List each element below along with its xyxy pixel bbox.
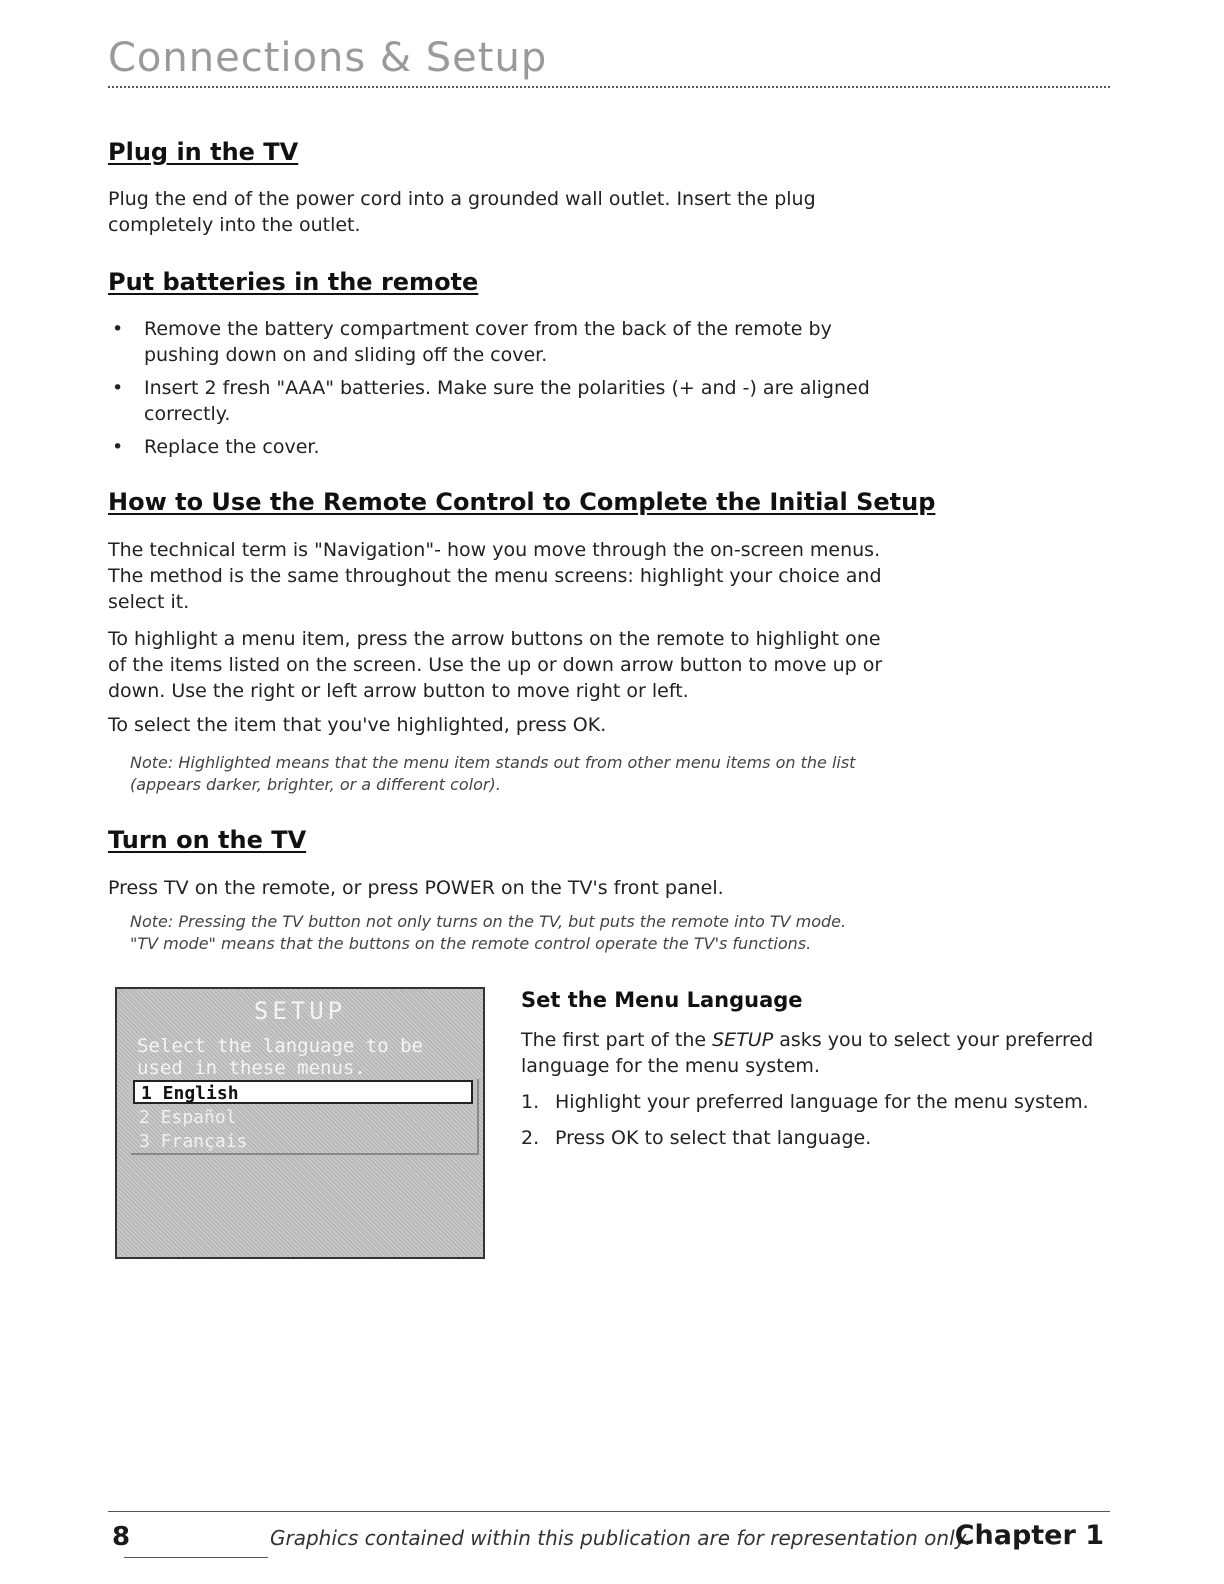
tv-option-english[interactable]: 1 English <box>133 1080 473 1104</box>
bullet-icon: • <box>112 318 124 340</box>
heading-remote-control: How to Use the Remote Control to Complete the Initial Setup <box>108 488 936 516</box>
page-number: 8 <box>112 1522 131 1552</box>
tv-option-espanol[interactable]: 2 Español <box>139 1107 237 1128</box>
header-divider <box>108 86 1110 88</box>
step-number: 2. <box>521 1127 540 1149</box>
navigation-paragraph: The technical term is "Navigation"- how you move through the on-screen menus. The method is the same throughout the menu screens: highlight your choice and select it. <box>108 539 882 613</box>
menu-language-intro <box>521 1027 1101 1079</box>
list-item <box>521 1089 1101 1115</box>
footer-disclaimer: Graphics contained within this publication are for representation only. <box>270 1526 972 1550</box>
turn-on-text: Press TV on the remote, or press POWER on the TV's front panel. <box>108 877 724 899</box>
tv-setup-screen <box>115 987 485 1259</box>
page-header <box>108 30 1110 88</box>
step-text: Highlight your preferred language for the menu system. <box>555 1091 1089 1113</box>
menu-language-steps <box>521 1089 1101 1161</box>
plug-in-text: Plug the end of the power cord into a grounded wall outlet. Insert the plug completely into the outlet. <box>108 188 816 236</box>
page-title: Connections & Setup <box>108 35 548 81</box>
list-item <box>521 1125 1101 1151</box>
heading-turn-on: Turn on the TV <box>108 826 307 854</box>
footer-divider <box>108 1511 1110 1512</box>
highlight-note: Note: Highlighted means that the menu item stands out from other menu items on the list (appears darker, brighter, or a different color). <box>130 753 856 794</box>
heading-batteries: Put batteries in the remote <box>108 268 479 296</box>
list-item <box>108 434 898 460</box>
tv-screen-title: SETUP <box>253 997 347 1025</box>
chapter-label: Chapter 1 <box>954 1520 1104 1551</box>
setup-emphasis: SETUP <box>712 1029 774 1051</box>
highlight-paragraph: To highlight a menu item, press the arrow buttons on the remote to highlight one of the items listed on the screen. Use the up or down arrow button to move up or down. Use the right or left arrow button to move right or left. <box>108 628 883 702</box>
tv-option-francais[interactable]: 3 Français <box>139 1131 248 1152</box>
step-text: Press OK to select that language. <box>555 1127 872 1149</box>
list-item-text: Remove the battery compartment cover from the back of the remote by pushing down on and sliding off the cover. <box>144 318 832 366</box>
step-number: 1. <box>521 1091 540 1113</box>
list-item-text: Replace the cover. <box>144 436 320 458</box>
battery-steps <box>108 316 898 467</box>
tv-mode-note: Note: Pressing the TV button not only turns on the TV, but puts the remote into TV mode. "TV mode" means that the buttons on the remote control operate the TV's functions. <box>130 912 847 953</box>
list-item <box>108 375 898 427</box>
select-paragraph: To select the item that you've highlighted, press OK. <box>108 714 607 736</box>
list-item <box>108 316 898 368</box>
bullet-icon: • <box>112 377 124 399</box>
bullet-icon: • <box>112 436 124 458</box>
heading-plug-in: Plug in the TV <box>108 138 299 166</box>
tv-screen-prompt: Select the language to be used in these menus. <box>137 1035 423 1079</box>
intro-text-continued: asks you to select your preferred language for the menu system. <box>521 1029 1094 1077</box>
intro-text: The first part of the <box>521 1029 713 1051</box>
heading-menu-language: Set the Menu Language <box>521 988 803 1012</box>
page-number-underline <box>124 1557 268 1558</box>
list-item-text: Insert 2 fresh "AAA" batteries. Make sure the polarities (+ and -) are aligned correctly. <box>144 377 870 425</box>
